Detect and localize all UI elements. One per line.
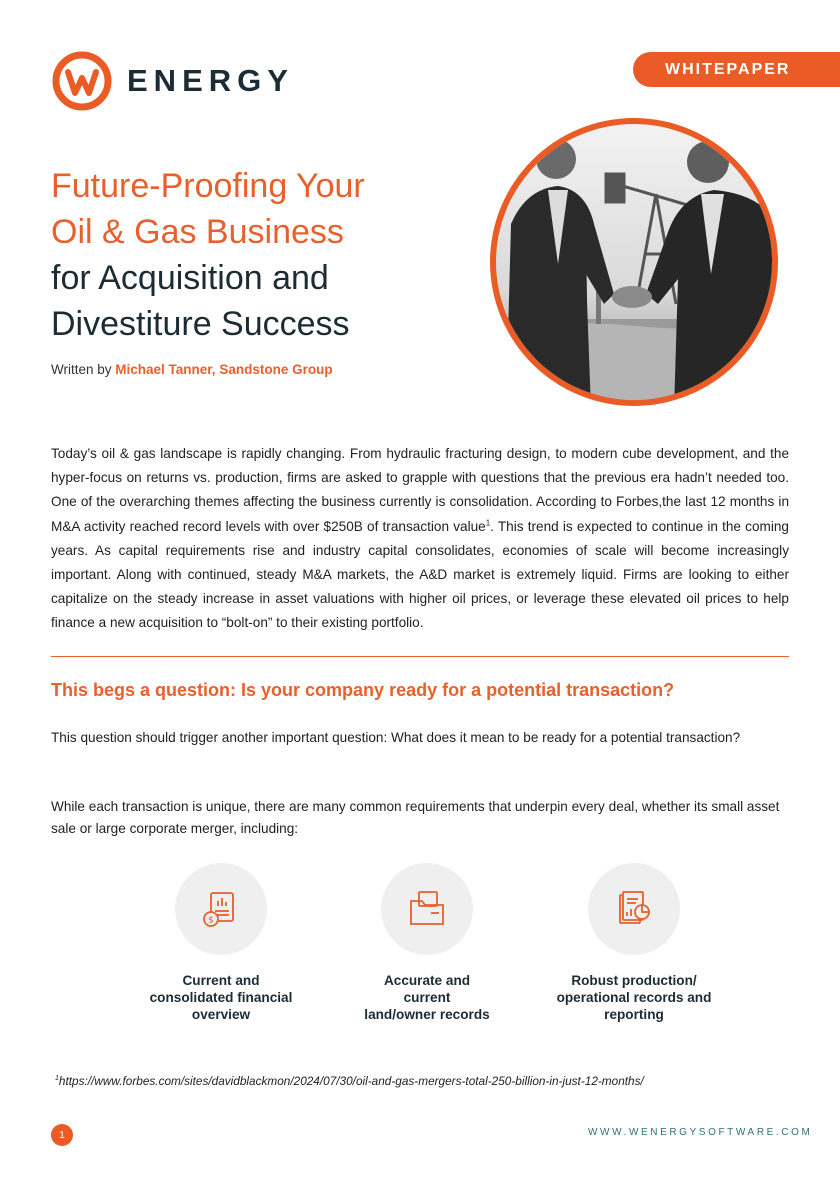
brand-logo bbox=[51, 50, 294, 112]
intro-paragraph bbox=[51, 442, 789, 636]
intro-text-2: . This trend is expected to continue in the coming years. As capital requirements rise and industry capital consolidates, economies of scale will become increasingly important. Along with continued, steady M&A markets, the A&D market is extremely liquid. Firms are looking to either capitalize on the steady increase in asset valuations with higher oil prices, or leverage these elevated oil prices to help finance a new acquisition to “bolt-on” to their existing portfolio. bbox=[51, 518, 789, 631]
section-divider bbox=[51, 656, 789, 657]
requirement-label: Robust production/ operational records and reporting bbox=[556, 973, 712, 1022]
page-title bbox=[51, 163, 491, 347]
requirement-financial bbox=[131, 863, 311, 1023]
section-heading: This begs a question: Is your company ready for a potential transaction? bbox=[51, 680, 675, 700]
title-line-3: for Acquisition and bbox=[51, 259, 329, 297]
svg-text:$: $ bbox=[208, 915, 214, 926]
footnote-marker: 1 bbox=[55, 1075, 59, 1083]
requirement-icon-circle bbox=[175, 863, 267, 955]
intro-text-1: Today’s oil & gas landscape is rapidly changing. From hydraulic fracturing design, to modern cube development, and the hyper-focus on returns vs. production, firms are asked to grapple with questions that the previous era hadn’t needed too. One of the overarching themes affecting the business currently is consolidation. According to Forbes,the last 12 months in M&A activity reached record levels with over $250B of transaction value bbox=[51, 446, 789, 534]
brand-name: ENERGY bbox=[127, 63, 294, 98]
footnote bbox=[55, 1074, 644, 1088]
title-line-4: Divestiture Success bbox=[51, 305, 350, 343]
intro-footnote-ref[interactable]: 1 bbox=[485, 518, 491, 528]
whitepaper-tag: WHITEPAPER bbox=[633, 52, 840, 87]
footnote-link[interactable]: https://www.forbes.com/sites/davidblackmon/2024/07/30/oil-and-gas-mergers-total-250-billion-in-just-12-months/ bbox=[58, 1074, 644, 1088]
production-report-icon bbox=[612, 887, 656, 931]
section-paragraph-2: While each transaction is unique, there are many common requirements that underpin every deal, whether its small asset sale or large corporate merger, including: bbox=[51, 799, 780, 836]
requirement-label: Accurate and current land/owner records bbox=[364, 973, 490, 1022]
section-paragraph-1: This question should trigger another important question: What does it mean to be ready for a potential transaction? bbox=[51, 730, 741, 745]
requirement-icon-circle bbox=[588, 863, 680, 955]
title-line-1: Future-Proofing Your bbox=[51, 167, 365, 205]
byline bbox=[51, 362, 333, 377]
w-circle-logo-icon bbox=[51, 50, 113, 112]
byline-author: Michael Tanner, Sandstone Group bbox=[115, 362, 333, 377]
requirement-records bbox=[337, 863, 517, 1023]
requirement-icon-circle bbox=[381, 863, 473, 955]
handshake-oil-field-photo-icon bbox=[486, 114, 782, 410]
requirement-label: Current and consolidated financial overview bbox=[149, 973, 293, 1022]
byline-prefix: Written by bbox=[51, 362, 116, 377]
title-line-2: Oil & Gas Business bbox=[51, 213, 344, 251]
folder-records-icon bbox=[405, 887, 449, 931]
requirement-production bbox=[544, 863, 724, 1023]
financial-report-icon bbox=[199, 887, 243, 931]
website-link[interactable]: WWW.WENERGYSOFTWARE.COM bbox=[588, 1127, 813, 1138]
page-number: 1 bbox=[51, 1124, 73, 1146]
